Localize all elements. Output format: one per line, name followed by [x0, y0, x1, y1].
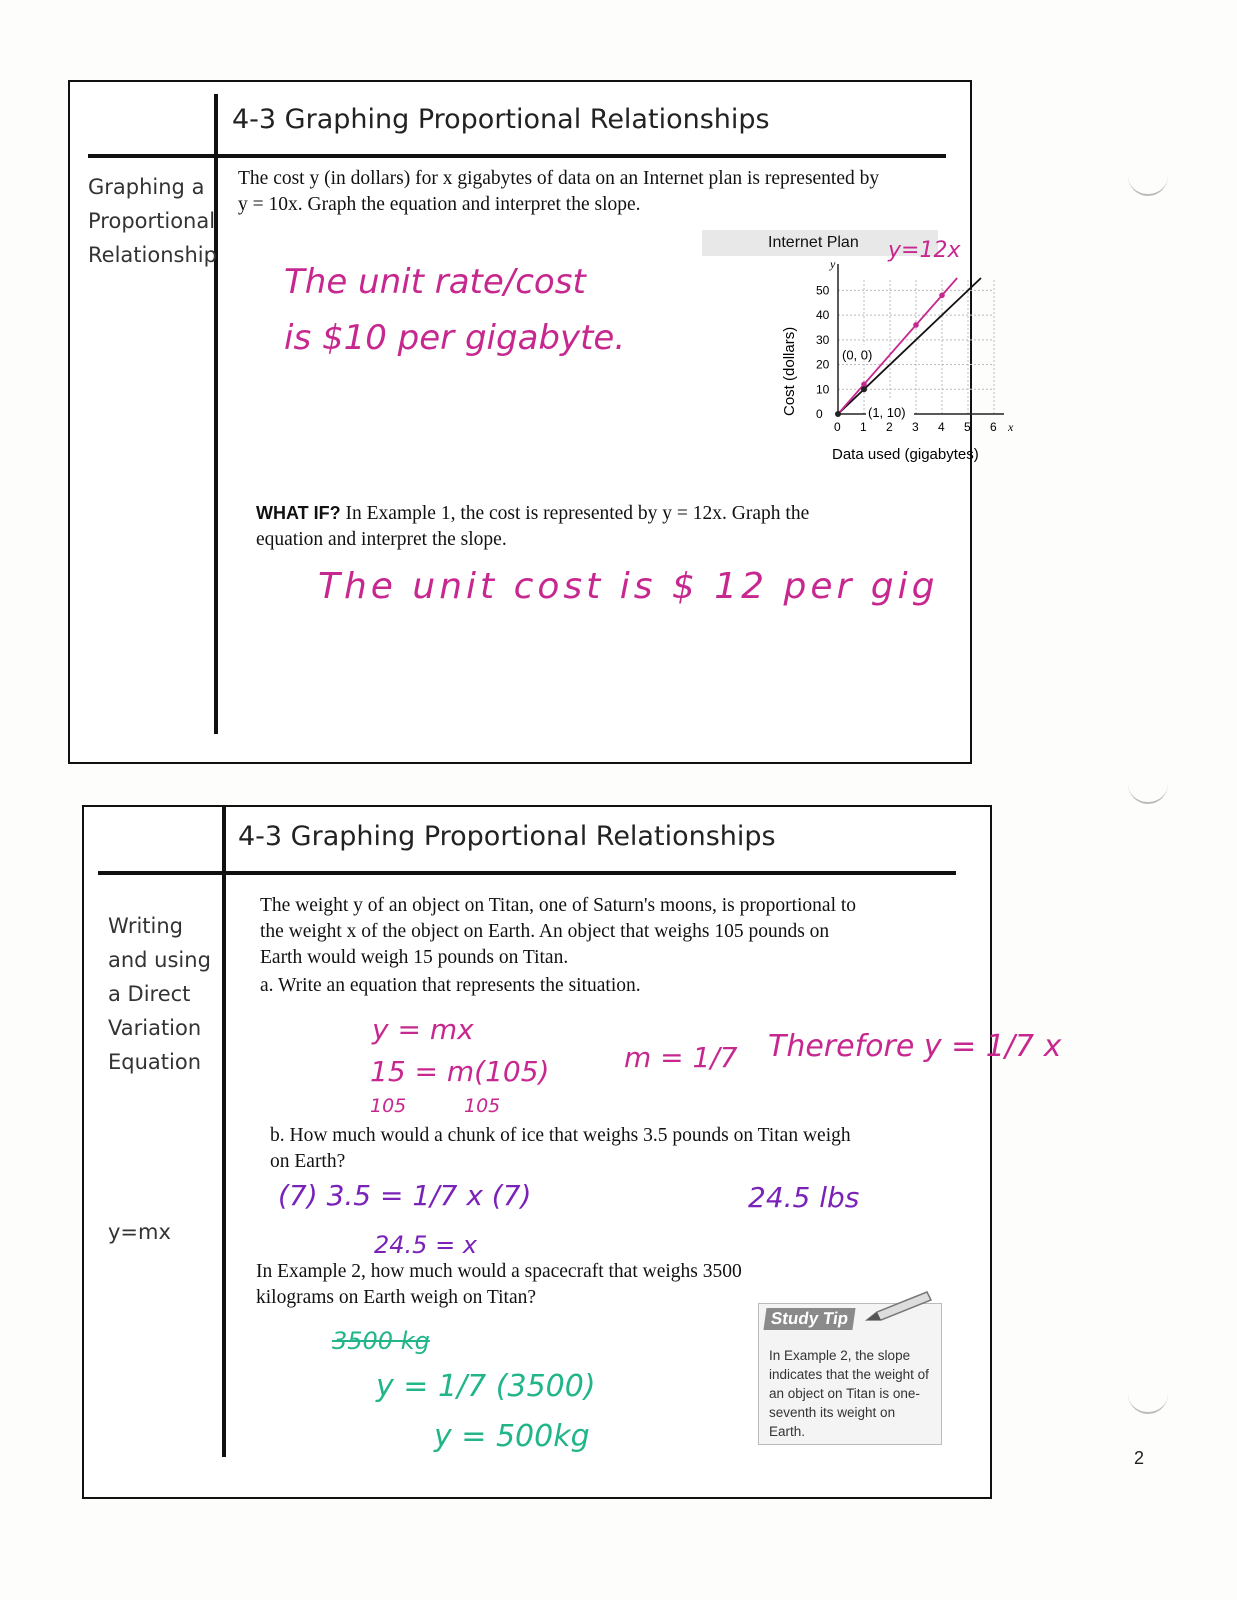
- y-tick-label: 20: [816, 357, 830, 372]
- card2-side-line: a Direct: [108, 982, 191, 1006]
- handwritten-a-therefore: Therefore y = 1/7 x: [768, 1029, 1062, 1064]
- handwritten-a1: y = mx: [372, 1013, 474, 1046]
- card2-side-heading: [108, 909, 218, 1079]
- page-number: 2: [1134, 1448, 1145, 1468]
- internet-plan-chart: [702, 257, 1014, 512]
- y-tick-label: 40: [816, 308, 830, 323]
- handwritten-what-if-answer: The unit cost is $ 12 per gig: [318, 566, 939, 607]
- card2-side-line: and using: [108, 948, 211, 972]
- handwritten-b1: (7) 3.5 = 1/7 x (7): [278, 1179, 532, 1212]
- handwritten-unit-rate-line2: is $10 per gigabyte.: [284, 318, 626, 358]
- y-tick-label: 30: [816, 332, 830, 347]
- card1-problem-text: The cost y (in dollars) for x gigabytes of data on an Internet plan is represented by y = 10x. Graph the equation and interpret the slope.: [238, 168, 880, 215]
- y-tick-label: 50: [816, 283, 830, 298]
- what-if-label: WHAT IF?: [256, 503, 341, 523]
- handwritten-unit-rate-line1: The unit rate/cost: [284, 262, 586, 302]
- point-origin: [835, 411, 841, 417]
- what-if-text: In Example 1, the cost is represented by y = 12x. Graph the equation and interpret the slope.: [256, 503, 810, 550]
- card2-problem-text: The weight y of an object on Titan, one of Saturn's moons, is proportional to the weight x of the object on Earth. An object that weighs 105 pounds on Earth would weigh 15 pounds on Titan.: [260, 895, 857, 968]
- handwritten-graph-label: y=12x: [888, 238, 961, 263]
- notes-card-2: [82, 805, 1062, 1499]
- study-tip-header: Study Tip: [763, 1308, 855, 1330]
- x-axis-title: Data used (gigabytes): [832, 446, 979, 463]
- x-tick-label: 6: [990, 420, 997, 434]
- card1-horizontal-rule: [88, 154, 946, 158]
- handwritten-c1: y = 1/7 (3500): [376, 1369, 596, 1404]
- card1-side-line: Graphing a: [88, 175, 205, 199]
- card2-side-line: Variation: [108, 1016, 202, 1040]
- chart-title: Internet Plan: [702, 230, 938, 256]
- card2-side-line: Writing: [108, 914, 183, 938]
- pencil-icon: [863, 1290, 933, 1324]
- notes-card-1: [68, 80, 1014, 764]
- x-tick-label: 1: [860, 420, 867, 434]
- handwritten-a-m: m = 1/7: [624, 1041, 738, 1074]
- y-tick-label: 10: [816, 382, 830, 397]
- y-tick-label: 0: [816, 407, 823, 421]
- handwritten-b-answer: 24.5 lbs: [748, 1181, 860, 1214]
- handwritten-c0: 3500 kg: [332, 1327, 430, 1355]
- card2-title: 4-3 Graphing Proportional Relationships: [238, 821, 776, 852]
- card2-horizontal-rule: [98, 871, 956, 875]
- x-tick-label: 2: [886, 420, 893, 434]
- series-marker: [913, 322, 919, 328]
- what-if-block: [256, 500, 856, 553]
- handwritten-a3-right: 105: [464, 1095, 501, 1117]
- annotation-label: (0, 0): [842, 347, 873, 363]
- handwritten-a2: 15 = m(105): [370, 1055, 550, 1088]
- card1-side-heading: [88, 170, 222, 272]
- annotation-label: (1, 10): [868, 404, 906, 420]
- card2-side-line: Equation: [108, 1050, 202, 1074]
- series-marker: [939, 293, 945, 299]
- card1-side-line: Proportional: [88, 209, 216, 233]
- handwritten-a3-left: 105: [370, 1095, 407, 1117]
- card2-side-formula: y=mx: [108, 1220, 171, 1244]
- study-tip-box: [758, 1303, 942, 1445]
- x-axis-letter: x: [1008, 420, 1014, 434]
- x-tick-label: 0: [834, 420, 841, 434]
- y-axis-title: Cost (dollars): [781, 326, 798, 416]
- binder-hole-mark: [1128, 1390, 1168, 1414]
- x-tick-label: 5: [964, 420, 971, 434]
- x-tick-label: 3: [912, 420, 919, 434]
- card1-side-line: Relationship: [88, 243, 217, 267]
- y-axis-letter: y: [830, 257, 836, 271]
- binder-hole-mark: [1128, 780, 1168, 804]
- card2-vertical-rule: [222, 807, 226, 1457]
- card2-part-a: a. Write an equation that represents the situation.: [260, 975, 641, 996]
- x-tick-label: 4: [938, 420, 945, 434]
- card2-example2-question: In Example 2, how much would a spacecraft that weighs 3500 kilograms on Earth weigh on Titan?: [256, 1261, 742, 1308]
- handwritten-c2: y = 500kg: [434, 1419, 590, 1454]
- card1-title: 4-3 Graphing Proportional Relationships: [232, 104, 770, 135]
- handwritten-b2: 24.5 = x: [374, 1231, 478, 1259]
- binder-hole-mark: [1128, 172, 1168, 196]
- study-tip-text: In Example 2, the slope indicates that the weight of an object on Titan is one-seventh its weight on Earth.: [769, 1348, 929, 1439]
- card2-part-b: b. How much would a chunk of ice that weighs 3.5 pounds on Titan weigh on Earth?: [270, 1125, 851, 1172]
- point-1-10: [861, 386, 867, 392]
